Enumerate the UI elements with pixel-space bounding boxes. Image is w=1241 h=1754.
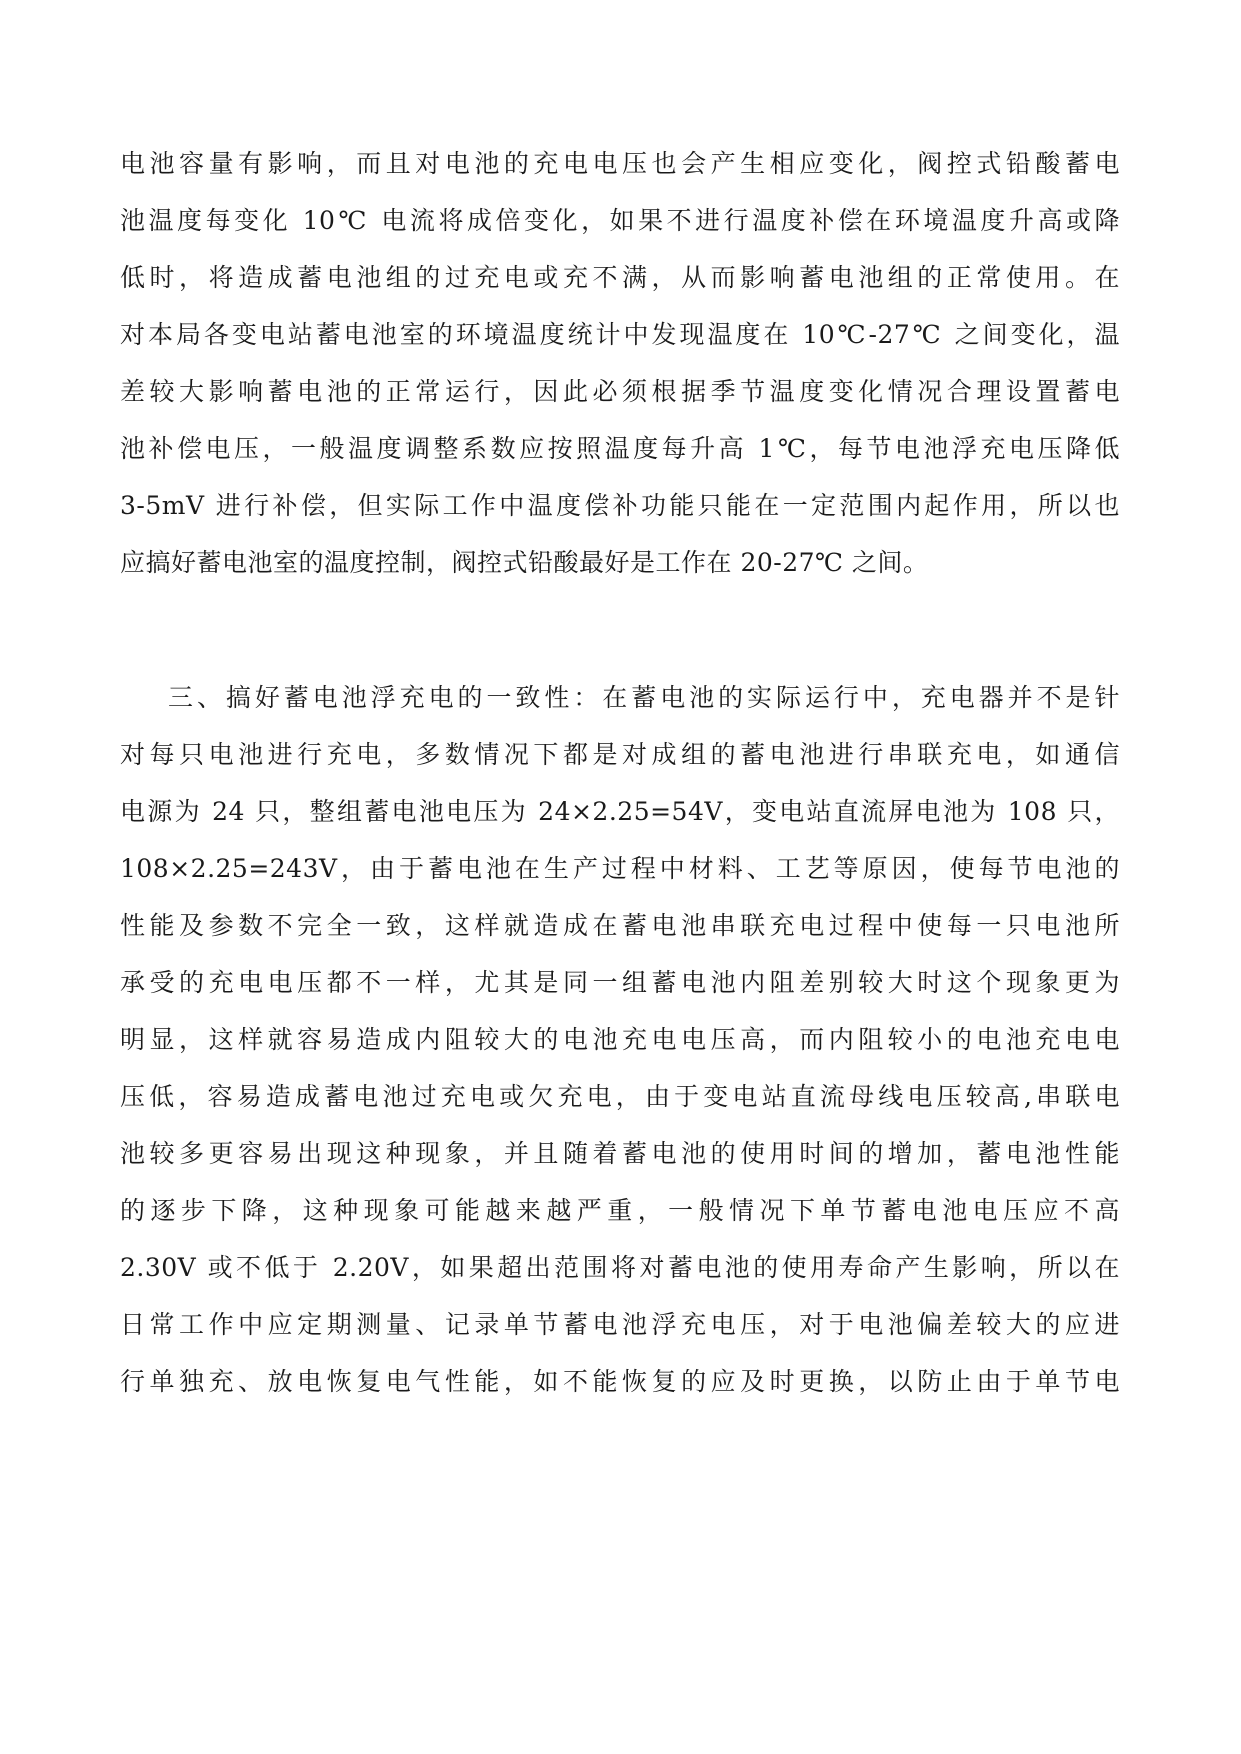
- text-line: 2.30V 或不低于 2.20V，如果超出范围将对蓄电池的使用寿命产生影响，所以在: [120, 1253, 1120, 1282]
- text-line: 3-5mV 进行补偿，但实际工作中温度偿补功能只能在一定范围内起作用，所以也: [120, 491, 1120, 520]
- text-line: 行单独充、放电恢复电气性能，如不能恢复的应及时更换，以防止由于单节电: [120, 1367, 1120, 1396]
- text-line: 池较多更容易出现这种现象，并且随着蓄电池的使用时间的增加，蓄电池性能: [120, 1139, 1120, 1168]
- section-heading-line: 三、搞好蓄电池浮充电的一致性：在蓄电池的实际运行中，充电器并不是针: [168, 683, 1120, 712]
- text-line: 108×2.25=243V，由于蓄电池在生产过程中材料、工艺等原因，使每节电池的: [120, 854, 1120, 883]
- text-line: 差较大影响蓄电池的正常运行，因此必须根据季节温度变化情况合理设置蓄电: [120, 377, 1120, 406]
- text-line: 对每只电池进行充电，多数情况下都是对成组的蓄电池进行串联充电，如通信: [120, 740, 1120, 769]
- text-line: 电源为 24 只，整组蓄电池电压为 24×2.25=54V，变电站直流屏电池为 108 只，: [120, 797, 1120, 826]
- text-line: 应搞好蓄电池室的温度控制，阀控式铅酸最好是工作在 20-27℃ 之间。: [120, 548, 929, 577]
- text-line: 池温度每变化 10℃ 电流将成倍变化，如果不进行温度补偿在环境温度升高或降: [120, 206, 1120, 235]
- text-line: 池补偿电压，一般温度调整系数应按照温度每升高 1℃，每节电池浮充电压降低: [120, 434, 1120, 463]
- text-line: 的逐步下降，这种现象可能越来越严重，一般情况下单节蓄电池电压应不高: [120, 1196, 1120, 1225]
- text-line: 对本局各变电站蓄电池室的环境温度统计中发现温度在 10℃-27℃ 之间变化，温: [120, 320, 1120, 349]
- text-line: 明显，这样就容易造成内阻较大的电池充电电压高，而内阻较小的电池充电电: [120, 1025, 1120, 1054]
- text-line: 压低，容易造成蓄电池过充电或欠充电，由于变电站直流母线电压较高,串联电: [120, 1082, 1120, 1111]
- text-line: 日常工作中应定期测量、记录单节蓄电池浮充电压，对于电池偏差较大的应进: [120, 1310, 1120, 1339]
- text-line: 承受的充电电压都不一样，尤其是同一组蓄电池内阻差别较大时这个现象更为: [120, 968, 1120, 997]
- text-line: 电池容量有影响，而且对电池的充电电压也会产生相应变化，阀控式铅酸蓄电: [120, 149, 1120, 178]
- text-line: 低时，将造成蓄电池组的过充电或充不满，从而影响蓄电池组的正常使用。在: [120, 263, 1120, 292]
- text-line: 性能及参数不完全一致，这样就造成在蓄电池串联充电过程中使每一只电池所: [120, 911, 1120, 940]
